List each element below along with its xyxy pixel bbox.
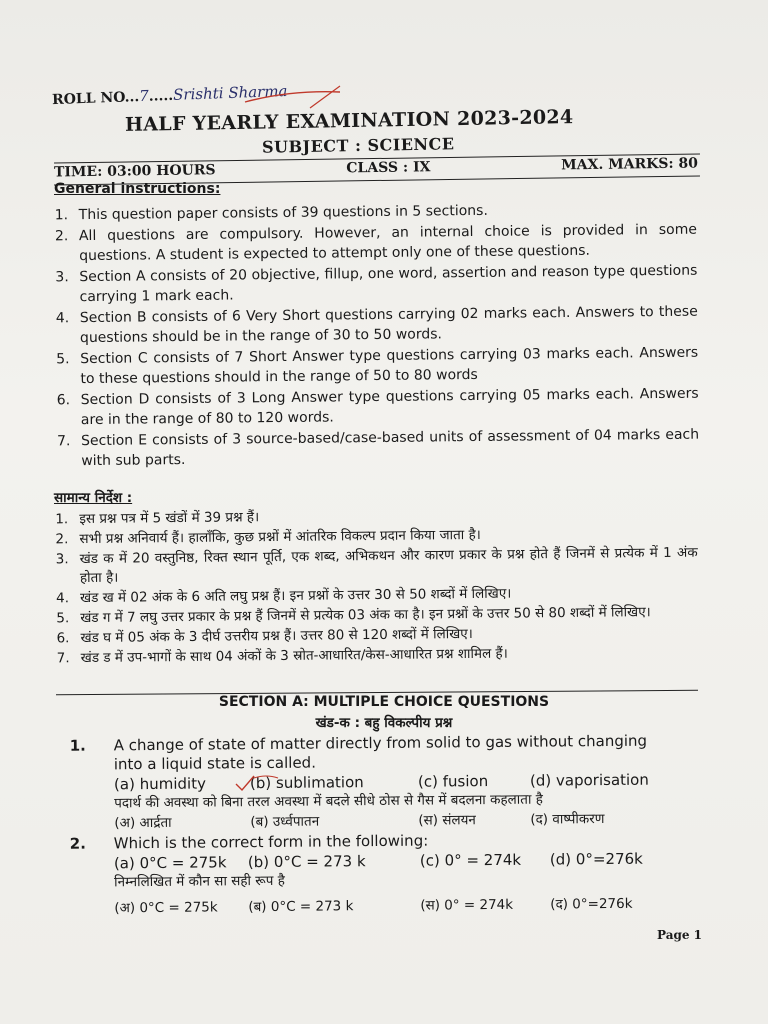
option-c: (c) 0° = 274k bbox=[419, 850, 522, 870]
hindi-instruction-item: 4. खंड ख में 02 अंक के 6 अति लघु प्रश्न हैं। इन प्रश्नों के उत्तर 30 से 50 शब्दों में लिखिए। bbox=[56, 585, 512, 607]
hindi-instruction-item: 1. इस प्रश्न पत्र में 5 खंडों में 39 प्रश्न हैं। bbox=[55, 509, 260, 528]
option-a: (a) 0°C = 275k bbox=[113, 853, 227, 873]
question-1 bbox=[70, 731, 691, 833]
question-text-hindi: पदार्थ की अवस्था को बिना तरल अवस्था में बदले सीधे ठोस से गैस में बदलना कहलाता है bbox=[114, 791, 543, 812]
instruction-item: 7. Section E consists of 3 source-based/case-based units of assessment of 04 marks each with sub parts. bbox=[57, 426, 700, 470]
section-a-title: SECTION A: MULTIPLE CHOICE QUESTIONS bbox=[218, 694, 550, 710]
option-b: (b) 0°C = 273 k bbox=[247, 852, 366, 872]
question-text: A change of state of matter directly from solid to gas without changing bbox=[113, 731, 648, 755]
answer-tick-mark bbox=[232, 772, 282, 794]
hindi-instructions-list bbox=[55, 504, 699, 670]
general-instructions-list bbox=[55, 199, 700, 473]
subject-title: SUBJECT : SCIENCE bbox=[261, 134, 455, 157]
answer-options-hindi: (अ) आर्द्रता (ब) उर्ध्वपातन (स) संलयन (द) वाष्पीकरण bbox=[114, 811, 605, 832]
max-marks-label: MAX. MARKS: 80 bbox=[561, 155, 699, 174]
option-b: (b) sublimation bbox=[249, 773, 364, 793]
hindi-instruction-item: 5. खंड ग में 7 लघु उत्तर प्रकार के प्रश्न हैं जिनमें से प्रत्येक 03 अंक का है। इन प्रश्नों के उत्तर 50 से 80 शब्दों में लिखिए। bbox=[56, 604, 651, 627]
hindi-instructions-heading: सामान्य निर्देश : bbox=[54, 490, 133, 506]
hindi-instruction-item: 2. सभी प्रश्न अनिवार्य हैं। हालाँकि, कुछ प्रश्नों में आंतरिक विकल्प प्रदान किया जाता है। bbox=[55, 526, 481, 548]
question-text-hindi: निम्नलिखित में कौन सा सही रूप है bbox=[113, 872, 285, 891]
question-number: 1. bbox=[69, 736, 86, 755]
option-a: (a) humidity bbox=[113, 774, 206, 794]
option-d: (d) 0°=276k bbox=[549, 849, 643, 869]
general-instructions-heading: General instructions: bbox=[54, 181, 221, 197]
instruction-item: 5. Section C consists of 7 Short Answer type questions carrying 03 marks each. Answers to these questions should in the range of 50 to 80 words bbox=[56, 344, 699, 388]
question-text: into a liquid state is called. bbox=[113, 753, 316, 774]
instruction-item: 6. Section D consists of 3 Long Answer type questions carrying 05 marks each. Answers are in the range of 80 to 120 words. bbox=[56, 385, 699, 429]
question-number: 2. bbox=[69, 834, 86, 853]
student-name-handwritten: Srishti Sharma bbox=[172, 81, 288, 104]
instruction-item: 2. All questions are compulsory. However, an internal choice is provided in some questions. A student is expected to attempt only one of these questions. bbox=[54, 221, 697, 265]
page-number: Page 1 bbox=[657, 928, 703, 942]
hindi-instruction-item: 7. खंड ड में उप-भागों के साथ 04 अंकों के 3 स्रोत-आधारित/केस-आधारित प्रश्न शामिल हैं। bbox=[56, 645, 508, 667]
exam-title: HALF YEARLY EXAMINATION 2023-2024 bbox=[124, 106, 574, 136]
class-label: CLASS : IX bbox=[346, 159, 431, 177]
instruction-item: 3. Section A consists of 20 objective, fillup, one word, assertion and reason type questions carrying 1 mark each. bbox=[55, 262, 698, 306]
section-a-title-hindi: खंड-क : बहु विकल्पीय प्रश्न bbox=[315, 715, 453, 731]
instruction-item: 1. This question paper consists of 39 questions in 5 sections. bbox=[54, 202, 488, 224]
roll-label: ROLL NO... bbox=[51, 89, 140, 109]
option-d: (d) vaporisation bbox=[529, 770, 649, 790]
instruction-item: 4. Section B consists of 6 Very Short questions carrying 02 marks each. Answers to these questions should be in the range of 30 to 50 words. bbox=[55, 303, 698, 347]
option-c: (c) fusion bbox=[417, 772, 489, 791]
time-label: TIME: 03:00 HOURS bbox=[53, 162, 216, 181]
question-2 bbox=[70, 829, 691, 918]
hindi-instruction-item: 6. खंड घ में 05 अंक के 3 दीर्घ उत्तरीय प्रश्न हैं। उत्तर 80 से 120 शब्दों में लिखिए। bbox=[56, 625, 473, 647]
hindi-instruction-item: 3. खंड क में 20 वस्तुनिष्ठ, रिक्त स्थान पूर्ति, एक शब्द, अभिकथन और कारण प्रकार के प्रश्न होते हैं जिनमें से प्रत्येक में 1 अंक होता है। bbox=[55, 544, 698, 587]
question-text: Which is the correct form in the following: bbox=[113, 831, 429, 853]
roll-number-handwritten: 7 bbox=[138, 86, 150, 106]
roll-dots: ..... bbox=[148, 87, 174, 105]
answer-options-hindi: (अ) 0°C = 275k (ब) 0°C = 273 k (स) 0° = 274k (द) 0°=276k bbox=[114, 895, 633, 917]
signature-underline-stroke bbox=[240, 80, 350, 110]
